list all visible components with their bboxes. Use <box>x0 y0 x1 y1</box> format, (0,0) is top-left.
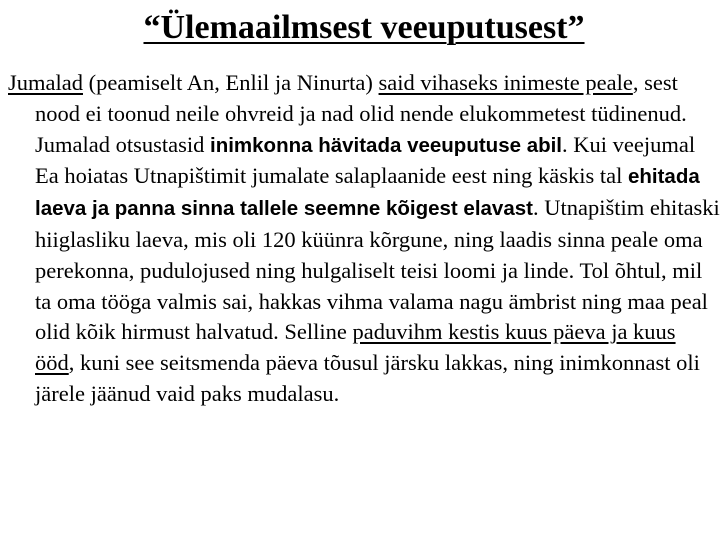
slide-title: “Ülemaailmsest veeuputusest” <box>143 9 585 46</box>
text-segment-gods: Jumalad <box>8 70 83 95</box>
text-segment: . Kui veejumal Ea hoiatas Utnapištimit jumalate salaplaanide eest ning käskis tal <box>35 131 696 189</box>
text-segment-build-ship: ehitada laeva ja panna sinna tallele seemne kõigest elavast <box>35 165 700 221</box>
text-segment-rain-duration: paduvihm kestis kuus päeva ja kuus ööd <box>35 319 676 376</box>
slide-body-paragraph <box>8 68 720 410</box>
text-segment: , kuni see seitsmenda päeva tõusul järsku lakkas, ning inimkonnast oli järele jäänud vaid paks mudalasu. <box>35 350 700 406</box>
text-segment: , sest nood ei toonud neile ohvreid ja nad olid nende elukommetest tüdinenud. Jumalad otsustasid <box>35 70 687 157</box>
text-segment-angry: said vihaseks inimeste peale <box>378 70 633 95</box>
text-segment-destroy-mankind: inimkonna hävitada veeuputuse abil <box>210 133 563 157</box>
text-segment: (peamiselt An, Enlil ja Ninurta) <box>82 70 379 95</box>
text-segment: . Utnapištim ehitaski hiiglasliku laeva, mis oli 120 küünra kõrgune, ning laadis sinna peale oma perekonna, pudulojused ning hulgaliselt teisi loomi ja linde. Tol õhtul, mil ta oma tööga valmis sai, hakkas vihma valama nagu ämbrist ning maa peal olid kõik hirmust halvatud. Selline <box>35 195 720 345</box>
